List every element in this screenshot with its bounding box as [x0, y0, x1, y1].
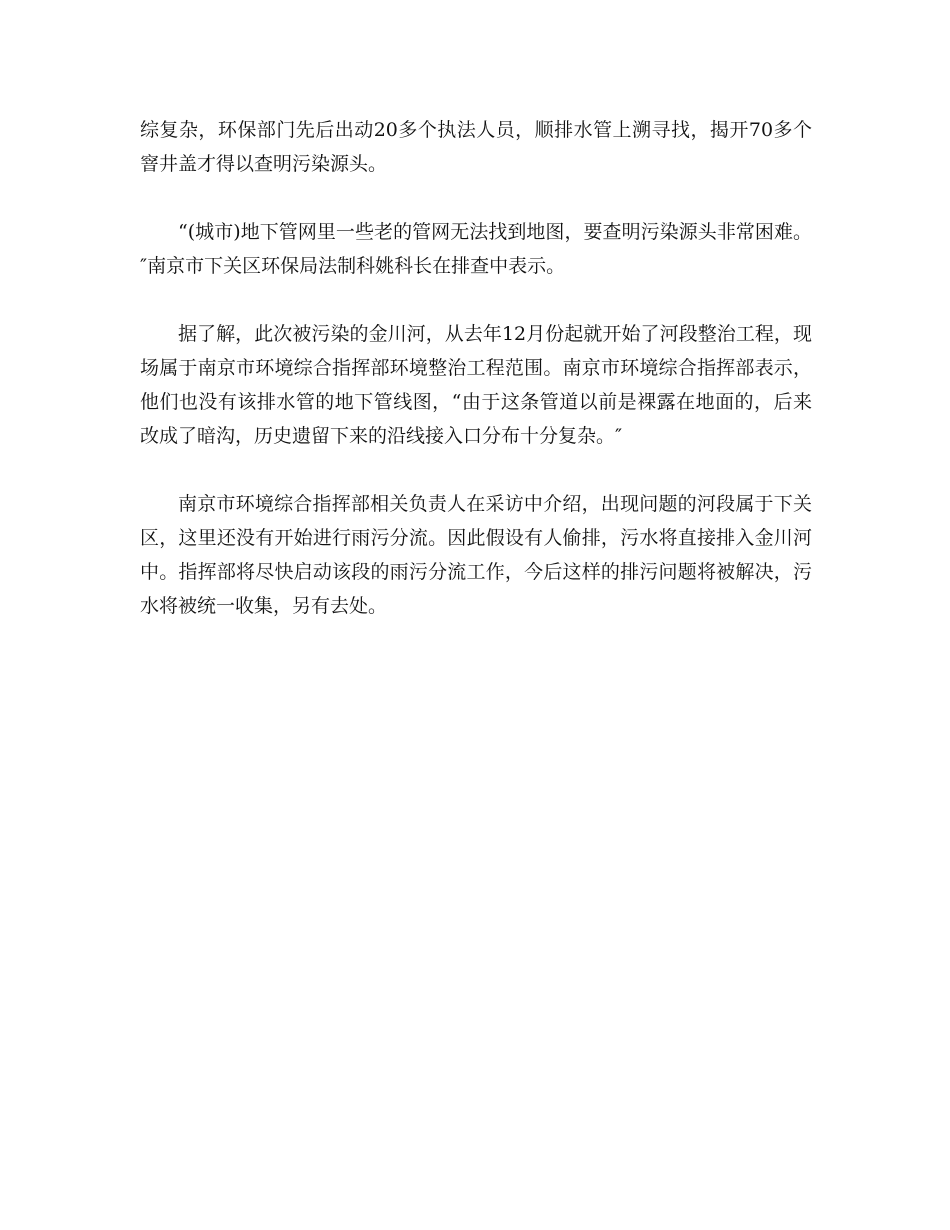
paragraph: 综复杂，环保部门先后出动20多个执法人员，顺排水管上溯寻找，揭开70多个窨井盖才得以查明污染源头。: [140, 119, 812, 175]
paragraph: “(城市)地下管网里一些老的管网无法找到地图，要查明污染源头非常困难。″南京市下关区环保局法制科姚科长在排查中表示。: [140, 221, 812, 277]
document-body: [140, 113, 812, 657]
paragraph: 据了解，此次被污染的金川河，从去年12月份起就开始了河段整治工程，现场属于南京市环境综合指挥部环境整治工程范围。南京市环境综合指挥部表示，他们也没有该排水管的地下管线图，“由于这条管道以前是裸露在地面的，后来改成了暗沟，历史遗留下来的沿线接入口分布十分复杂。″: [140, 323, 812, 447]
paragraph: 南京市环境综合指挥部相关负责人在采访中介绍，出现问题的河段属于下关区，这里还没有开始进行雨污分流。因此假设有人偷排，污水将直接排入金川河中。指挥部将尽快启动该段的雨污分流工作，今后这样的排污问题将被解决，污水将被统一收集，另有去处。: [140, 493, 812, 617]
